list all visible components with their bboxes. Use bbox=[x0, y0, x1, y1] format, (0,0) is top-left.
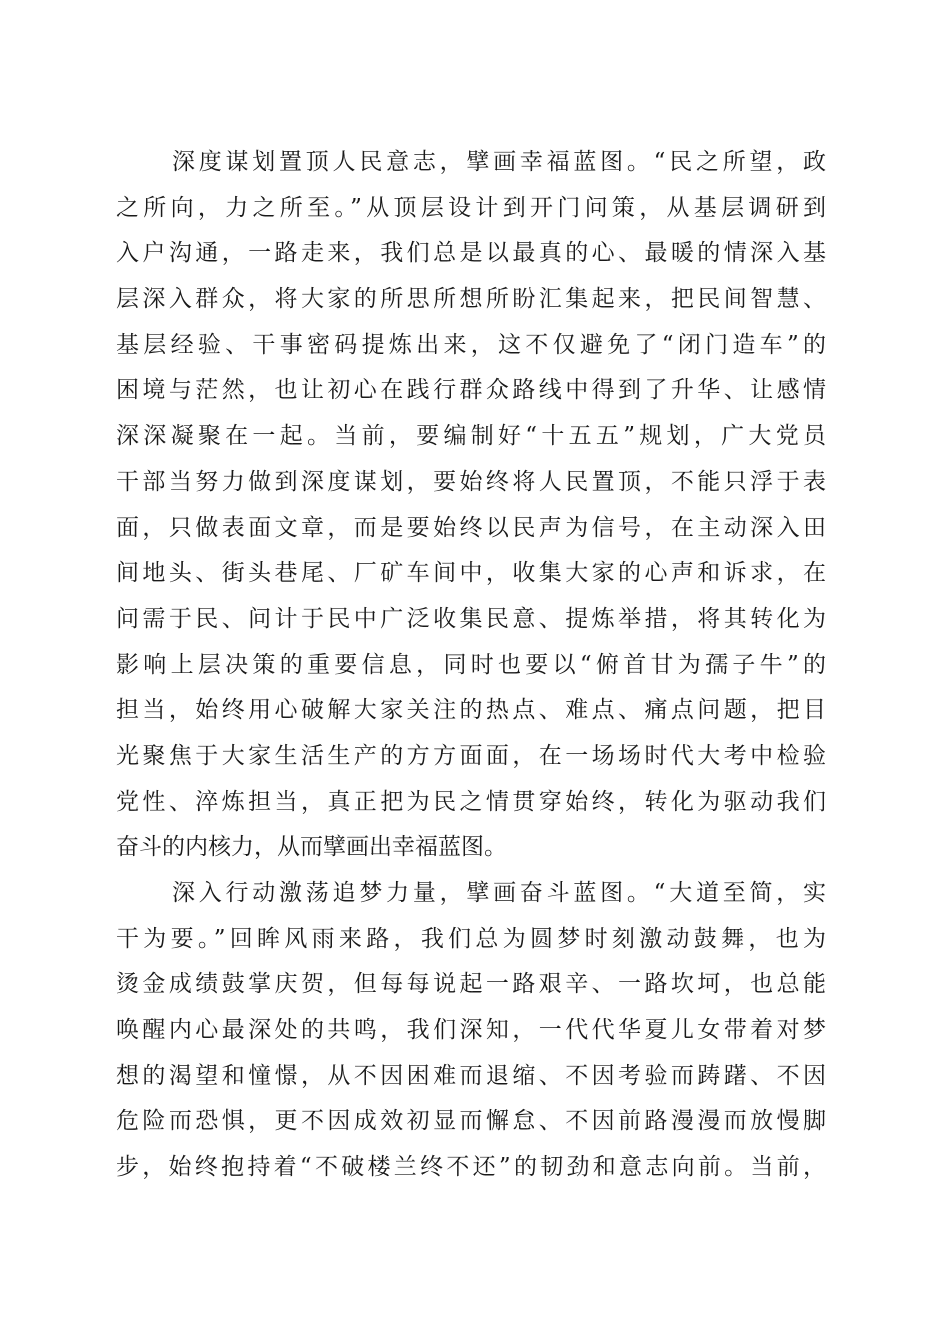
text-line: 面，只做表面文章，而是要始终以民声为信号，在主动深入田 bbox=[116, 514, 826, 541]
text-line: 深度谋划置顶人民意志，擘画幸福蓝图。“民之所望，政 bbox=[172, 149, 826, 175]
text-line: 影响上层决策的重要信息，同时也要以“俯首甘为孺子牛”的 bbox=[116, 651, 826, 678]
text-line: 基层经验、干事密码提炼出来，这不仅避免了“闭门造车”的 bbox=[116, 331, 826, 358]
text-line: 烫金成绩鼓掌庆贺，但每每说起一路艰辛、一路坎坷，也总能 bbox=[116, 971, 826, 998]
text-line: 步，始终抱持着“不破楼兰终不还”的韧劲和意志向前。当前， bbox=[116, 1154, 826, 1181]
text-line: 唤醒内心最深处的共鸣，我们深知，一代代华夏儿女带着对梦 bbox=[116, 1017, 826, 1044]
text-line: 间地头、街头巷尾、厂矿车间中，收集大家的心声和诉求，在 bbox=[116, 560, 826, 587]
text-line: 担当，始终用心破解大家关注的热点、难点、痛点问题，把目 bbox=[116, 697, 826, 724]
text-line: 党性、淬炼担当，真正把为民之情贯穿始终，转化为驱动我们 bbox=[116, 788, 826, 815]
text-line: 危险而恐惧，更不因成效初显而懈怠、不因前路漫漫而放慢脚 bbox=[116, 1108, 826, 1135]
text-line: 之所向，力之所至。”从顶层设计到开门问策，从基层调研到 bbox=[116, 194, 826, 221]
text-line: 问需于民、问计于民中广泛收集民意、提炼举措，将其转化为 bbox=[116, 605, 826, 632]
text-line: 奋斗的内核力，从而擘画出幸福蓝图。 bbox=[116, 834, 507, 861]
text-line: 深入行动激荡追梦力量，擘画奋斗蓝图。“大道至简，实 bbox=[172, 880, 826, 906]
paragraph-1 bbox=[116, 140, 826, 871]
text-line: 干部当努力做到深度谋划，要始终将人民置顶，不能只浮于表 bbox=[116, 468, 826, 495]
text-line: 入户沟通，一路走来，我们总是以最真的心、最暖的情深入基 bbox=[116, 240, 826, 267]
body-text bbox=[116, 140, 826, 1191]
text-line: 干为要。”回眸风雨来路，我们总为圆梦时刻激动鼓舞，也为 bbox=[116, 925, 826, 952]
paragraph-2 bbox=[116, 871, 826, 1191]
text-line: 层深入群众，将大家的所思所想所盼汇集起来，把民间智慧、 bbox=[116, 286, 826, 313]
text-line: 想的渴望和憧憬，从不因困难而退缩、不因考验而踌躇、不因 bbox=[116, 1062, 826, 1089]
text-line: 深深凝聚在一起。当前，要编制好“十五五”规划，广大党员 bbox=[116, 423, 826, 450]
text-line: 困境与茫然，也让初心在践行群众路线中得到了升华、让感情 bbox=[116, 377, 826, 404]
text-line: 光聚焦于大家生活生产的方方面面，在一场场时代大考中检验 bbox=[116, 742, 826, 769]
